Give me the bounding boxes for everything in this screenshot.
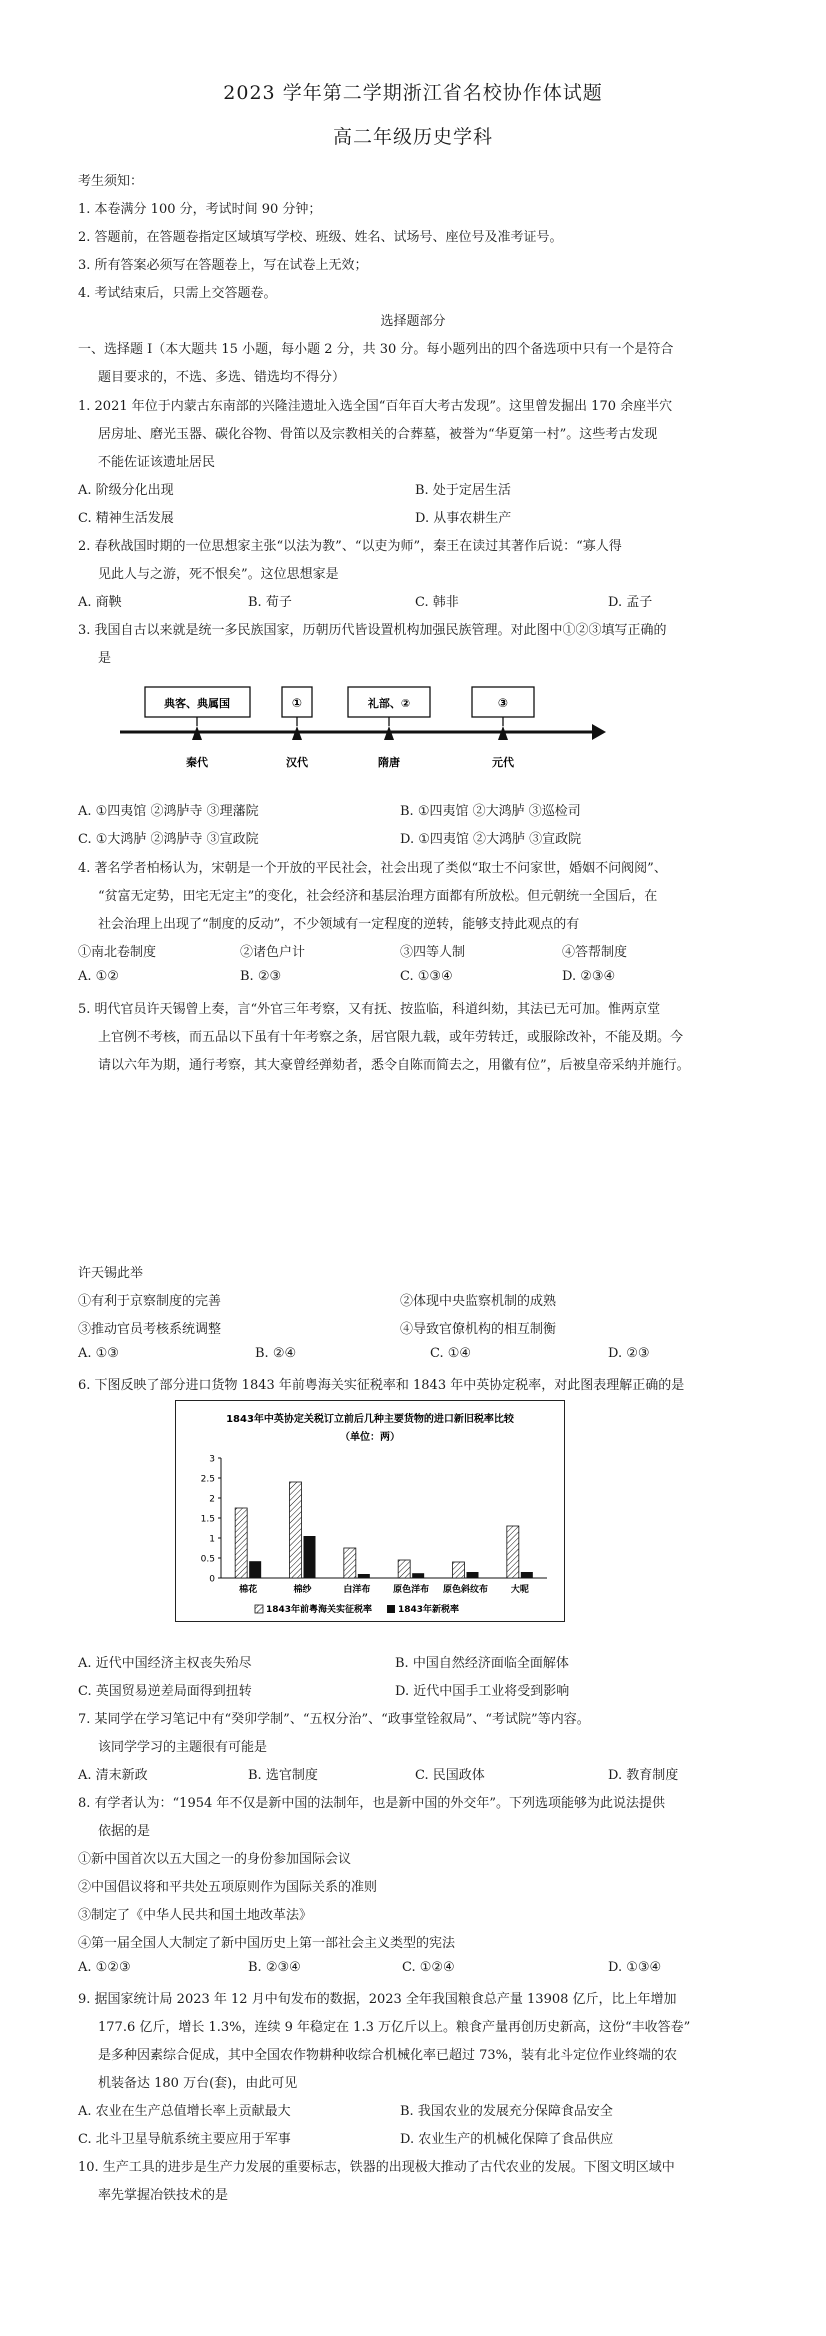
q5-stem: 上官例不考核，而五品以下虽有十年考察之条，居官限九载，或年劳转迁，或服除改补，不能及期。今 [98,1030,684,1045]
q7-option-c: C. 民国政体 [415,1768,485,1783]
timeline-diagram [110,680,610,785]
q8-option-b: B. ②③④ [248,1960,301,1975]
q4-item: ①南北卷制度 [78,945,157,960]
q2-option-a: A. 商鞅 [78,595,122,610]
chart-y-tick-label: 0 [209,1574,215,1585]
timeline-label-qin: 秦代 [186,756,208,769]
timeline-box-suitang-text: 礼部、② [367,697,411,710]
q9-stem: 9. 据国家统计局 2023 年 12 月中旬发布的数据，2023 全年我国粮食总产量 13908 亿斤，比上年增加 [78,1992,677,2007]
tariff-chart [175,1400,565,1622]
q4-option-a: A. ①② [78,969,119,984]
section-instruction: 一、选择题 Ⅰ（本大题共 15 小题，每小题 2 分，共 30 分。每小题列出的四个备选项中只有一个是符合 [78,342,674,357]
q6-option-b: B. 中国自然经济面临全面解体 [395,1656,569,1671]
chart-bar-new [412,1573,424,1578]
chart-category-label: 大呢 [510,1585,529,1595]
chart-subtitle: （单位：两） [340,1432,400,1443]
notice-item: 1. 本卷满分 100 分，考试时间 90 分钟； [78,202,322,217]
q8-option-c: C. ①②④ [402,1960,455,1975]
q9-option-c: C. 北斗卫星导航系统主要应用于军事 [78,2132,291,2147]
q5-item: ①有利于京察制度的完善 [78,1294,222,1309]
q5-option-a: A. ①③ [78,1346,119,1361]
q9-stem: 机装备达 180 万台(套)，由此可见 [98,2076,298,2091]
q4-option-d: D. ②③④ [562,969,616,984]
timeline-box-yuan-text: ③ [497,696,509,710]
legend-label-new: 1843年新税率 [398,1605,460,1615]
q3-option-d: D. ①四夷馆 ②大鸿胪 ③宣政院 [400,832,582,847]
legend-swatch-new [387,1605,395,1613]
q4-stem: 社会治理上出现了“制度的反动”，不少领域有一定程度的逆转，能够支持此观点的有 [98,917,580,932]
q7-stem: 7. 某同学在学习笔记中有“癸卯学制”、“五权分治”、“政事堂铨叙局”、“考试院”等内容。 [78,1712,590,1727]
q3-option-b: B. ①四夷馆 ②大鸿胪 ③巡检司 [400,804,581,819]
chart-bar-new [358,1574,370,1578]
q1-stem: 1. 2021 年位于内蒙古东南部的兴隆洼遗址入选全国“百年百大考古发现”。这里曾发掘出 170 余座半穴 [78,399,673,414]
q5-option-d: D. ②③ [608,1346,650,1361]
q4-item: ④答帮制度 [562,945,628,960]
chart-bar-old [453,1562,465,1578]
q8-option-a: A. ①②③ [78,1960,131,1975]
q4-item: ②诸色户计 [240,945,306,960]
chart-y-tick-label: 2.5 [200,1474,215,1485]
q3-option-a: A. ①四夷馆 ②鸿胪寺 ③理藩院 [78,804,259,819]
q1-option-b: B. 处于定居生活 [415,483,511,498]
q7-stem: 该同学学习的主题很有可能是 [98,1740,268,1755]
q6-stem: 6. 下图反映了部分进口货物 1843 年前粤海关实征税率和 1843 年中英协定税率，对此图表理解正确的是 [78,1378,685,1393]
timeline-box-qin-text: 典客、典属国 [164,697,230,710]
notice-item: 4. 考试结束后，只需上交答题卷。 [78,286,277,301]
chart-category-label: 白洋布 [343,1585,371,1595]
q7-option-d: D. 教育制度 [608,1768,679,1783]
q4-item: ③四等人制 [400,945,466,960]
q8-option-d: D. ①③④ [608,1960,662,1975]
section-title: 选择题部分 [380,314,446,329]
q9-stem: 177.6 亿斤，增长 1.3%，连续 9 年稳定在 1.3 万亿斤以上。粮食产量再创历史新高，这份“丰收答卷” [98,2020,691,2035]
chart-bar-old [290,1482,302,1578]
q9-option-a: A. 农业在生产总值增长率上贡献最大 [78,2104,291,2119]
q7-option-a: A. 清末新政 [78,1768,148,1783]
q2-stem: 2. 春秋战国时期的一位思想家主张“以法为教”、“以吏为师”，秦王在读过其著作后说：“寡人得 [78,539,622,554]
q10-stem: 率先掌握冶铁技术的是 [98,2188,229,2203]
timeline-label-han: 汉代 [286,756,308,769]
notice-heading: 考生须知： [78,174,144,189]
q4-option-b: B. ②③ [240,969,282,984]
chart-category-label: 原色洋布 [393,1585,430,1595]
q4-stem: 4. 著名学者柏杨认为，宋朝是一个开放的平民社会，社会出现了类似“取士不问家世，婚姻不问阀阅”、 [78,861,667,876]
q2-option-d: D. 孟子 [608,595,653,610]
notice-item: 3. 所有答案必须写在答题卷上，写在试卷上无效； [78,258,368,273]
q4-option-c: C. ①③④ [400,969,453,984]
q1-option-c: C. 精神生活发展 [78,511,174,526]
q2-stem: 见此人与之游，死不恨矣”。这位思想家是 [98,567,339,582]
q8-item: ④第一届全国人大制定了新中国历史上第一部社会主义类型的宪法 [78,1936,456,1951]
q5-tail: 许天锡此举 [78,1266,144,1281]
q8-item: ①新中国首次以五大国之一的身份参加国际会议 [78,1852,352,1867]
q8-stem: 8. 有学者认为：“1954 年不仅是新中国的法制年，也是新中国的外交年”。下列选项能够为此说法提供 [78,1796,666,1811]
q1-option-d: D. 从事农耕生产 [415,511,512,526]
chart-y-tick-label: 1.5 [200,1514,215,1525]
chart-bar-new [304,1536,316,1578]
q1-stem: 居房址、磨光玉器、碳化谷物、骨笛以及宗教相关的合葬墓，被誉为“华夏第一村”。这些考古发现 [98,427,658,442]
chart-title: 1843年中英协定关税订立前后几种主要货物的进口新旧税率比较 [226,1414,514,1425]
q5-option-b: B. ②④ [255,1346,297,1361]
q1-option-a: A. 阶级分化出现 [78,483,174,498]
q9-option-b: B. 我国农业的发展充分保障食品安全 [400,2104,613,2119]
q2-option-c: C. 韩非 [415,595,459,610]
legend-label-old: 1843年前粤海关实征税率 [266,1605,373,1615]
q6-option-c: C. 英国贸易逆差局面得到扭转 [78,1684,252,1699]
timeline-label-suitang: 隋唐 [378,756,400,769]
chart-category-label: 棉纱 [293,1585,312,1595]
chart-category-label: 原色斜纹布 [442,1585,489,1595]
q8-item: ③制定了《中华人民共和国土地改革法》 [78,1908,313,1923]
chart-y-tick-label: 3 [209,1454,215,1465]
q3-option-c: C. ①大鸿胪 ②鸿胪寺 ③宣政院 [78,832,259,847]
chart-bar-new [521,1572,533,1578]
chart-y-tick-label: 2 [209,1494,215,1505]
exam-subtitle: 高二年级历史学科 [332,126,493,148]
chart-bar-old [398,1560,410,1578]
legend-swatch-old [255,1605,263,1613]
chart-bar-old [507,1526,519,1578]
chart-bar-new [467,1572,479,1578]
q5-stem: 5. 明代官员许天锡曾上奏，言“外官三年考察，又有抚、按监临，科道纠劾，其法已无可加。惟两京堂 [78,1002,661,1017]
q5-item: ④导致官僚机构的相互制衡 [400,1322,557,1337]
q3-stem: 是 [98,651,112,666]
q8-stem: 依据的是 [98,1824,151,1839]
q7-option-b: B. 选官制度 [248,1768,318,1783]
timeline-arrowhead [592,724,606,740]
q5-item: ③推动官员考核系统调整 [78,1322,222,1337]
notice-item: 2. 答题前，在答题卷指定区域填写学校、班级、姓名、试场号、座位号及准考证号。 [78,230,563,245]
chart-bar-old [235,1508,247,1578]
q5-item: ②体现中央监察机制的成熟 [400,1294,557,1309]
q1-stem: 不能佐证该遗址居民 [98,455,216,470]
q9-option-d: D. 农业生产的机械化保障了食品供应 [400,2132,614,2147]
exam-title: 2023 学年第二学期浙江省名校协作体试题 [223,82,603,104]
chart-bar-new [249,1561,261,1578]
q5-option-c: C. ①④ [430,1346,472,1361]
q5-stem: 请以六年为期，通行考察，其大豪曾经弹劾者，悉令自陈而简去之，用徽有位”，后被皇帝采纳并施行。 [98,1058,690,1073]
chart-bar-old [344,1548,356,1578]
q9-stem: 是多种因素综合促成，其中全国农作物耕种收综合机械化率已超过 73%，装有北斗定位作业终端的农 [98,2048,678,2063]
q4-stem: “贫富无定势，田宅无定主”的变化，社会经济和基层治理方面都有所放松。但元朝统一全国后，在 [98,889,658,904]
chart-y-tick-label: 0.5 [200,1554,215,1565]
q10-stem: 10. 生产工具的进步是生产力发展的重要标志，铁器的出现极大推动了古代农业的发展。下图文明区域中 [78,2160,675,2175]
q3-stem: 3. 我国自古以来就是统一多民族国家，历朝历代皆设置机构加强民族管理。对此图中①②③填写正确的 [78,623,667,638]
chart-category-label: 棉花 [239,1585,258,1595]
timeline-label-yuan: 元代 [492,756,514,769]
section-instruction: 题目要求的，不选、多选、错选均不得分） [98,370,346,385]
q8-item: ②中国倡议将和平共处五项原则作为国际关系的准则 [78,1880,378,1895]
q6-option-d: D. 近代中国手工业将受到影响 [395,1684,570,1699]
q6-option-a: A. 近代中国经济主权丧失殆尽 [78,1656,252,1671]
timeline-box-han-text: ① [291,696,303,710]
q2-option-b: B. 荀子 [248,595,292,610]
chart-y-tick-label: 1 [209,1534,215,1545]
